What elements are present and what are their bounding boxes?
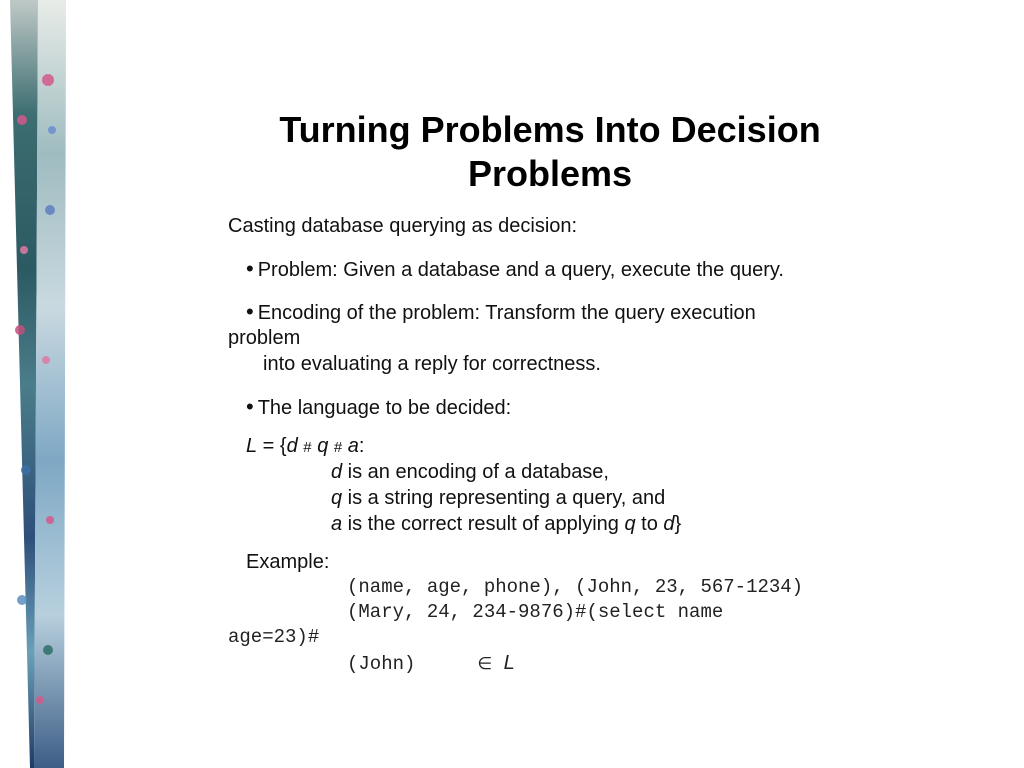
intro-text: Casting database querying as decision: — [228, 215, 578, 237]
symbol-a: a — [347, 435, 359, 457]
symbol-d: d — [663, 513, 675, 535]
bullet-encoding — [246, 299, 756, 326]
language-definition-line-4 — [331, 511, 681, 537]
bullet-dot: • — [246, 299, 254, 324]
bullet-encoding-line-1: Encoding of the problem: Transform the query execution — [257, 302, 756, 324]
equals-open-brace: = { — [257, 435, 287, 457]
symbol-d: d — [286, 435, 298, 457]
symbol-L: L — [246, 435, 258, 457]
bullet-problem-text: Problem: Given a database and a query, execute the query. — [257, 259, 784, 281]
bullet-language — [246, 394, 511, 421]
example-line-4 — [347, 651, 515, 677]
symbol-q: q — [624, 513, 636, 535]
hash-separator: # — [303, 439, 312, 456]
close-brace: } — [674, 513, 682, 535]
language-definition-line-2 — [331, 459, 609, 485]
example-line-2: (Mary, 24, 234-9876)#(select name — [347, 601, 724, 623]
example-line-1: (name, age, phone), (John, 23, 567-1234) — [347, 576, 804, 598]
example-result: (John) — [347, 653, 416, 675]
bullet-problem — [246, 256, 784, 283]
symbol-L: L — [503, 652, 515, 674]
example-line-3: age=23)# — [228, 626, 320, 648]
title-line-2: Problems — [467, 153, 633, 194]
colon: : — [358, 435, 365, 457]
slide-title — [210, 108, 890, 196]
definition-a-text: is the correct result of applying — [342, 513, 625, 535]
language-definition-line-3 — [331, 485, 665, 511]
symbol-q: q — [331, 487, 343, 509]
bullet-dot: • — [246, 394, 254, 419]
symbol-d: d — [331, 461, 343, 483]
language-definition-line-1 — [246, 433, 364, 461]
definition-d-text: is an encoding of a database, — [342, 461, 609, 483]
bullet-language-text: The language to be decided: — [257, 397, 512, 419]
decorative-side-strip — [0, 0, 70, 768]
example-label: Example: — [246, 551, 330, 573]
hash-separator: # — [333, 439, 343, 456]
title-line-1: Turning Problems Into Decision — [279, 109, 821, 150]
definition-q-text: is a string representing a query, and — [342, 487, 666, 509]
symbol-a: a — [331, 513, 343, 535]
symbol-q: q — [317, 435, 329, 457]
element-of-symbol: ∈ — [477, 654, 493, 674]
bullet-dot: • — [246, 256, 254, 281]
bullet-encoding-line-2: problem — [228, 327, 301, 349]
to-word: to — [635, 513, 664, 535]
bullet-encoding-line-3: into evaluating a reply for correctness. — [263, 353, 601, 375]
